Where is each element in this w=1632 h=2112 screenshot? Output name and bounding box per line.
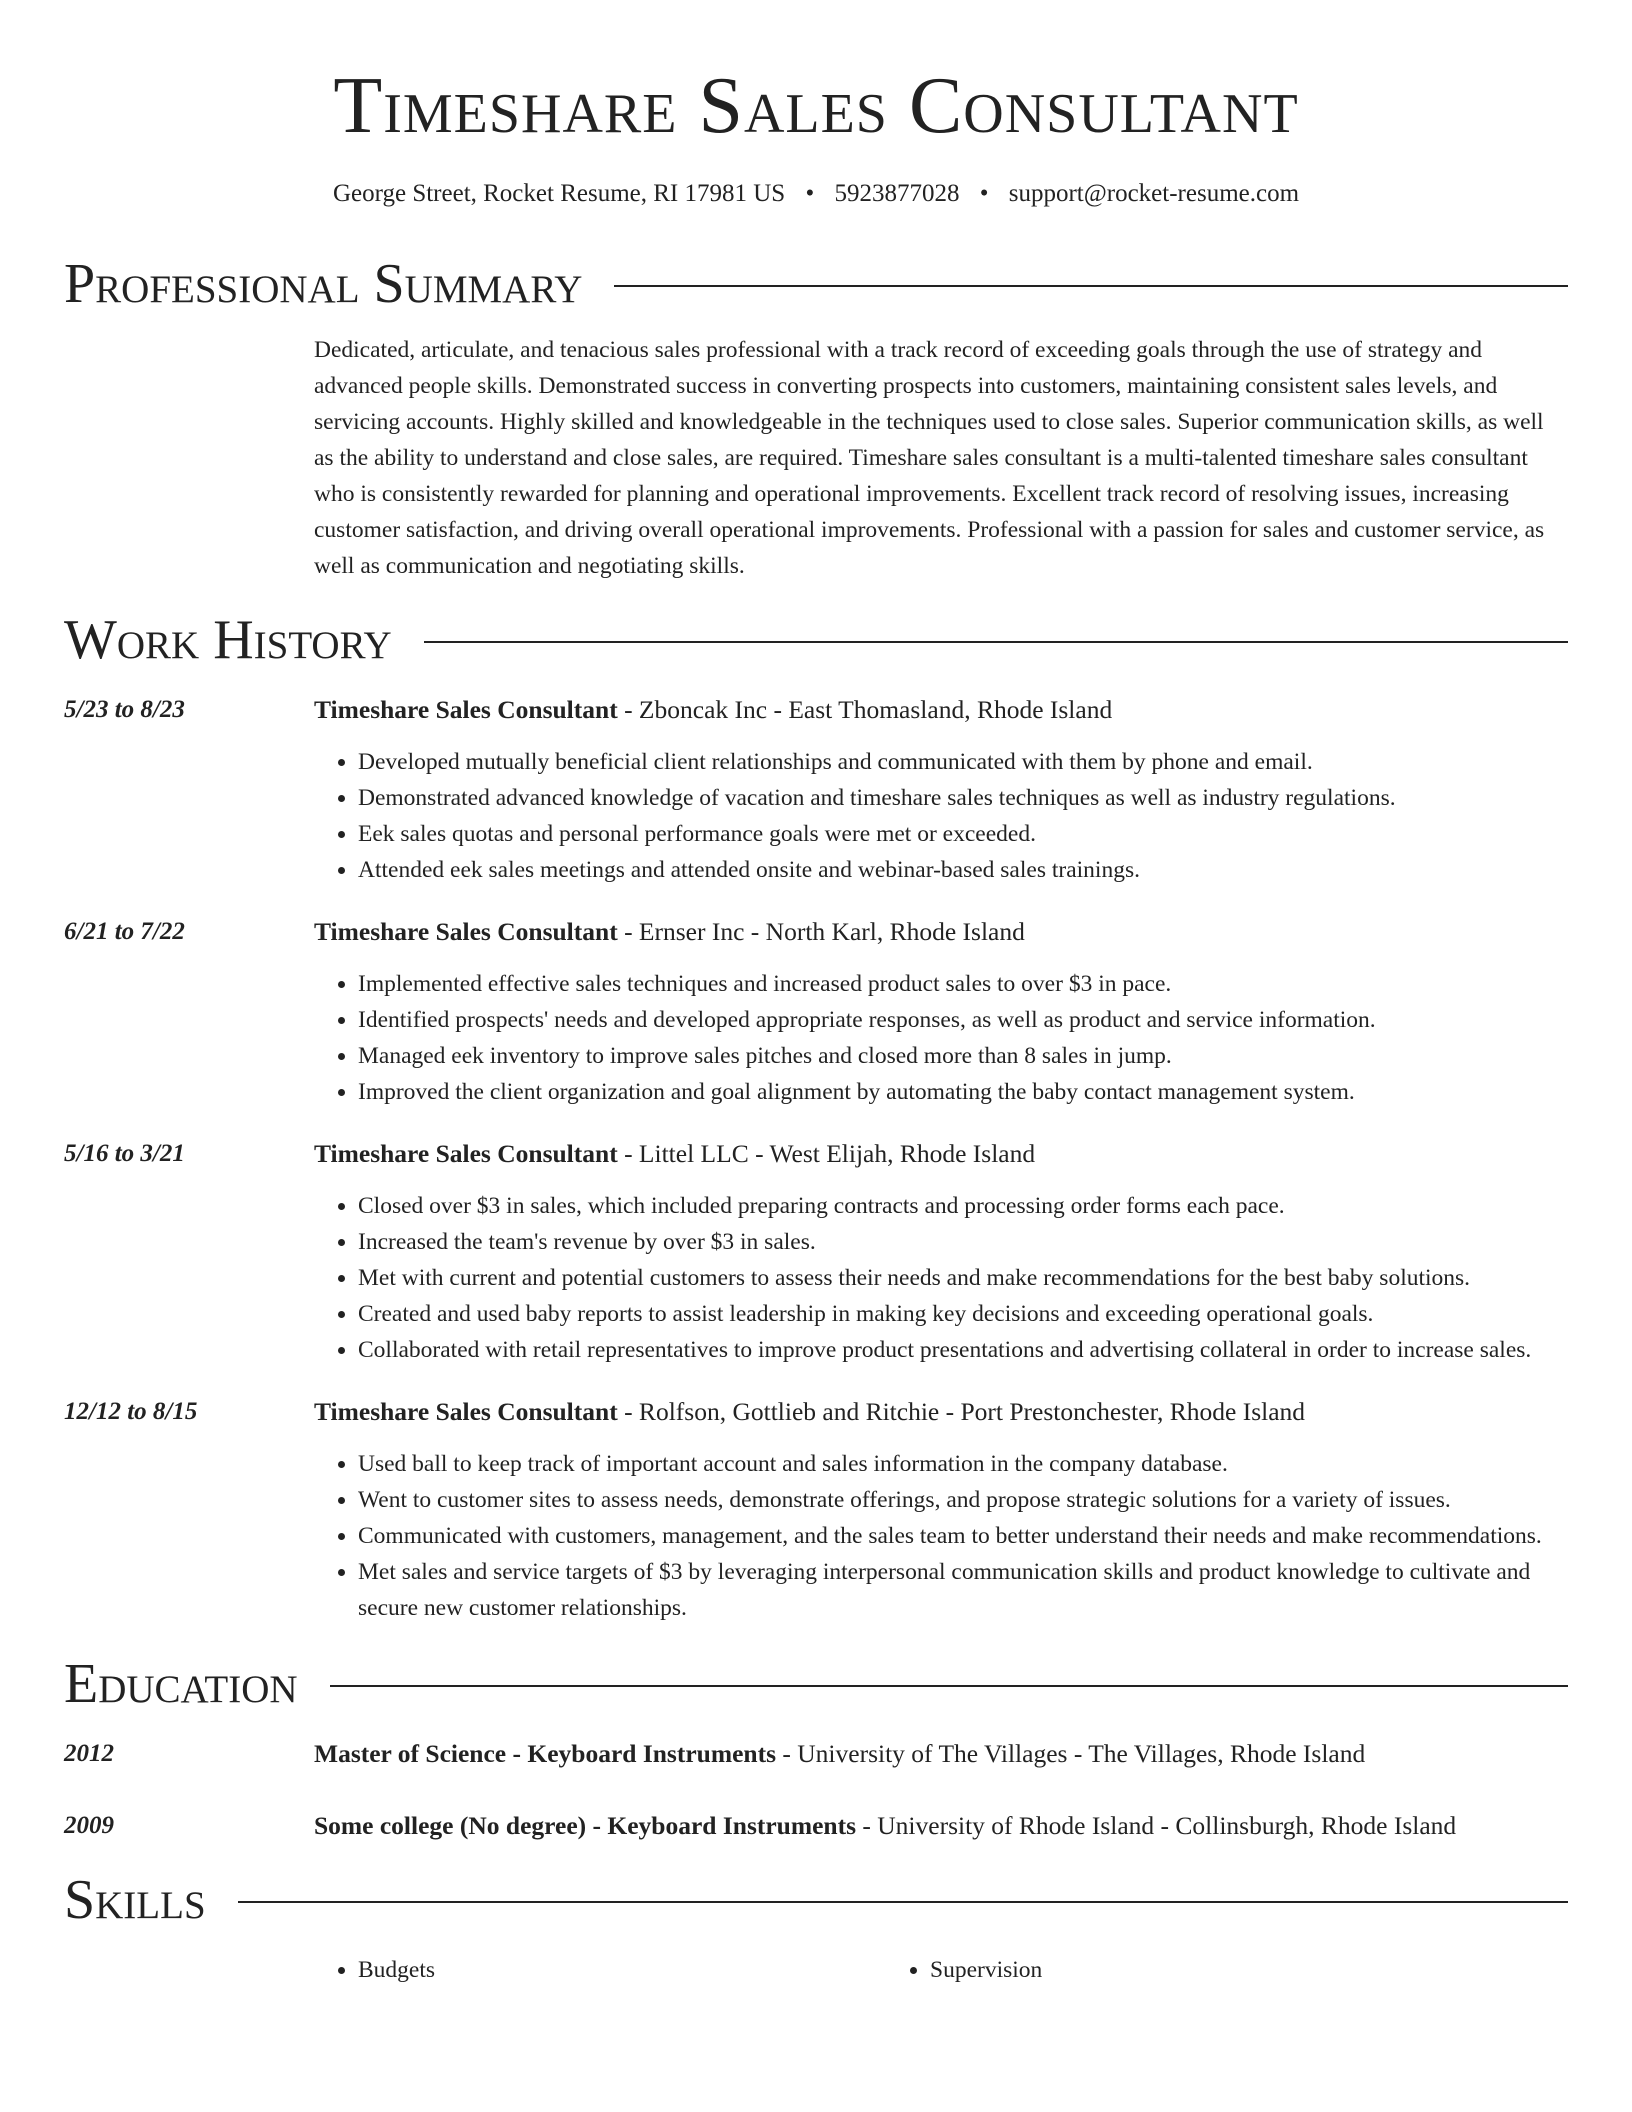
education-details: - University of The Villages - The Villages, Rhode Island: [776, 1739, 1366, 1768]
contact-phone: 5923877028: [834, 180, 960, 207]
job-body: [314, 1394, 1568, 1626]
work-history-heading-text: Work History: [64, 609, 392, 671]
job-body: [314, 1136, 1568, 1368]
job-bullet: • Implemented effective sales techniques and increased product sales to over $3 in pace.: [358, 966, 1568, 1002]
job-title: Timeshare Sales Consultant: [314, 1397, 618, 1426]
skills-list: [314, 1952, 1568, 1988]
education-heading-text: Education: [64, 1653, 298, 1715]
job-details: - Rolfson, Gottlieb and Ritchie - Port Prestonchester, Rhode Island: [617, 1397, 1306, 1426]
job-entry: [64, 1136, 1568, 1368]
job-bullet: • Met sales and service targets of $3 by leveraging interpersonal communication skills and product knowledge to cultivate and secure new customer relationships.: [358, 1554, 1568, 1626]
job-bullet: • Managed eek inventory to improve sales pitches and closed more than 8 sales in jump.: [358, 1038, 1568, 1074]
education-heading: [64, 1653, 1568, 1715]
summary-heading: [64, 253, 1568, 315]
job-dates: 6/21 to 7/22: [64, 918, 185, 945]
job-bullet: • Developed mutually beneficial client relationships and communicated with them by phone and email.: [358, 744, 1568, 780]
skills-heading-text: Skills: [64, 1869, 206, 1931]
job-title: Timeshare Sales Consultant: [314, 695, 618, 724]
job-bullet: • Closed over $3 in sales, which included preparing contracts and processing order forms each pace.: [358, 1188, 1568, 1224]
job-details: - Littel LLC - West Elijah, Rhode Island: [617, 1139, 1036, 1168]
job-bullet: • Identified prospects' needs and developed appropriate responses, as well as product and service information.: [358, 1002, 1568, 1038]
work-history-heading: [64, 609, 1568, 671]
job-bullet: • Improved the client organization and goal alignment by automating the baby contact management system.: [358, 1074, 1568, 1110]
job-bullet: • Used ball to keep track of important account and sales information in the company database.: [358, 1446, 1568, 1482]
job-body: [314, 914, 1568, 1110]
education-degree: Master of Science - Keyboard Instruments: [314, 1739, 777, 1768]
job-bullet: • Went to customer sites to assess needs, demonstrate offerings, and propose strategic solutions for a variety of issues.: [358, 1482, 1568, 1518]
summary-heading-text: Professional Summary: [64, 253, 583, 315]
skills-column-left: [314, 1952, 886, 1988]
job-bullets: [314, 1188, 1568, 1368]
job-bullets: [314, 744, 1568, 888]
job-bullet: • Created and used baby reports to assist leadership in making key decisions and exceeding operational goals.: [358, 1296, 1568, 1332]
job-bullets: [314, 1446, 1568, 1626]
education-body: [314, 1808, 1456, 1844]
skill-item: • Supervision: [930, 1952, 1458, 1988]
contact-line: [64, 180, 1568, 208]
education-entry: [64, 1808, 1568, 1844]
skill-item: • Budgets: [358, 1952, 886, 1988]
job-dates: 12/12 to 8/15: [64, 1398, 198, 1425]
section-divider: [614, 285, 1568, 287]
contact-separator: •: [805, 180, 815, 207]
job-entry: [64, 1394, 1568, 1626]
job-bullet: • Eek sales quotas and personal performance goals were met or exceeded.: [358, 816, 1568, 852]
job-details: - Ernser Inc - North Karl, Rhode Island: [617, 917, 1025, 946]
job-dates: 5/16 to 3/21: [64, 1140, 185, 1167]
section-divider: [238, 1901, 1568, 1903]
section-divider: [330, 1685, 1568, 1687]
education-details: - University of Rhode Island - Collinsburgh, Rhode Island: [856, 1811, 1457, 1840]
job-header: [314, 914, 1568, 950]
job-bullet: • Demonstrated advanced knowledge of vacation and timeshare sales techniques as well as industry regulations.: [358, 780, 1568, 816]
education-entry: [64, 1736, 1568, 1772]
contact-email: support@rocket-resume.com: [1008, 180, 1300, 207]
job-header: [314, 1394, 1568, 1430]
job-bullet: • Collaborated with retail representatives to improve product presentations and advertising collateral in order to increase sales.: [358, 1332, 1568, 1368]
skills-heading: [64, 1869, 1568, 1931]
job-details: - Zboncak Inc - East Thomasland, Rhode Island: [617, 695, 1113, 724]
contact-separator: •: [979, 180, 989, 207]
job-entry: [64, 914, 1568, 1110]
education-year: 2009: [64, 1812, 114, 1839]
job-header: [314, 692, 1568, 728]
job-bullet: • Met with current and potential customers to assess their needs and make recommendations for the best baby solutions.: [358, 1260, 1568, 1296]
summary-text: Dedicated, articulate, and tenacious sales professional with a track record of exceeding goals through the use of strategy and advanced people skills. Demonstrated success in converting prospects into customers, maintaining consistent sales levels, and servicing accounts. Highly skilled and knowledgeable in the techniques used to close sales. Superior communication skills, as well as the ability to understand and close sales, are required. Timeshare sales consultant is a multi-talented timeshare sales consultant who is consistently rewarded for planning and operational improvements. Excellent track record of resolving issues, increasing customer satisfaction, and driving overall operational improvements. Professional with a passion for sales and customer service, as well as communication and negotiating skills.: [314, 337, 1545, 579]
contact-address: George Street, Rocket Resume, RI 17981 US: [332, 180, 786, 207]
skills-column-right: [886, 1952, 1458, 1988]
education-degree: Some college (No degree) - Keyboard Instruments: [314, 1811, 857, 1840]
resume-title: Timeshare Sales Consultant: [333, 62, 1299, 150]
job-bullet: • Attended eek sales meetings and attended onsite and webinar-based sales trainings.: [358, 852, 1568, 888]
section-divider: [424, 641, 1568, 643]
job-title: Timeshare Sales Consultant: [314, 917, 618, 946]
job-entry: [64, 692, 1568, 888]
job-dates: 5/23 to 8/23: [64, 696, 185, 723]
job-header: [314, 1136, 1568, 1172]
job-bullet: • Communicated with customers, management, and the sales team to better understand their needs and make recommendations.: [358, 1518, 1568, 1554]
job-title: Timeshare Sales Consultant: [314, 1139, 618, 1168]
education-body: [314, 1736, 1365, 1772]
job-bullets: [314, 966, 1568, 1110]
job-body: [314, 692, 1568, 888]
education-year: 2012: [64, 1740, 114, 1767]
job-bullet: • Increased the team's revenue by over $3 in sales.: [358, 1224, 1568, 1260]
